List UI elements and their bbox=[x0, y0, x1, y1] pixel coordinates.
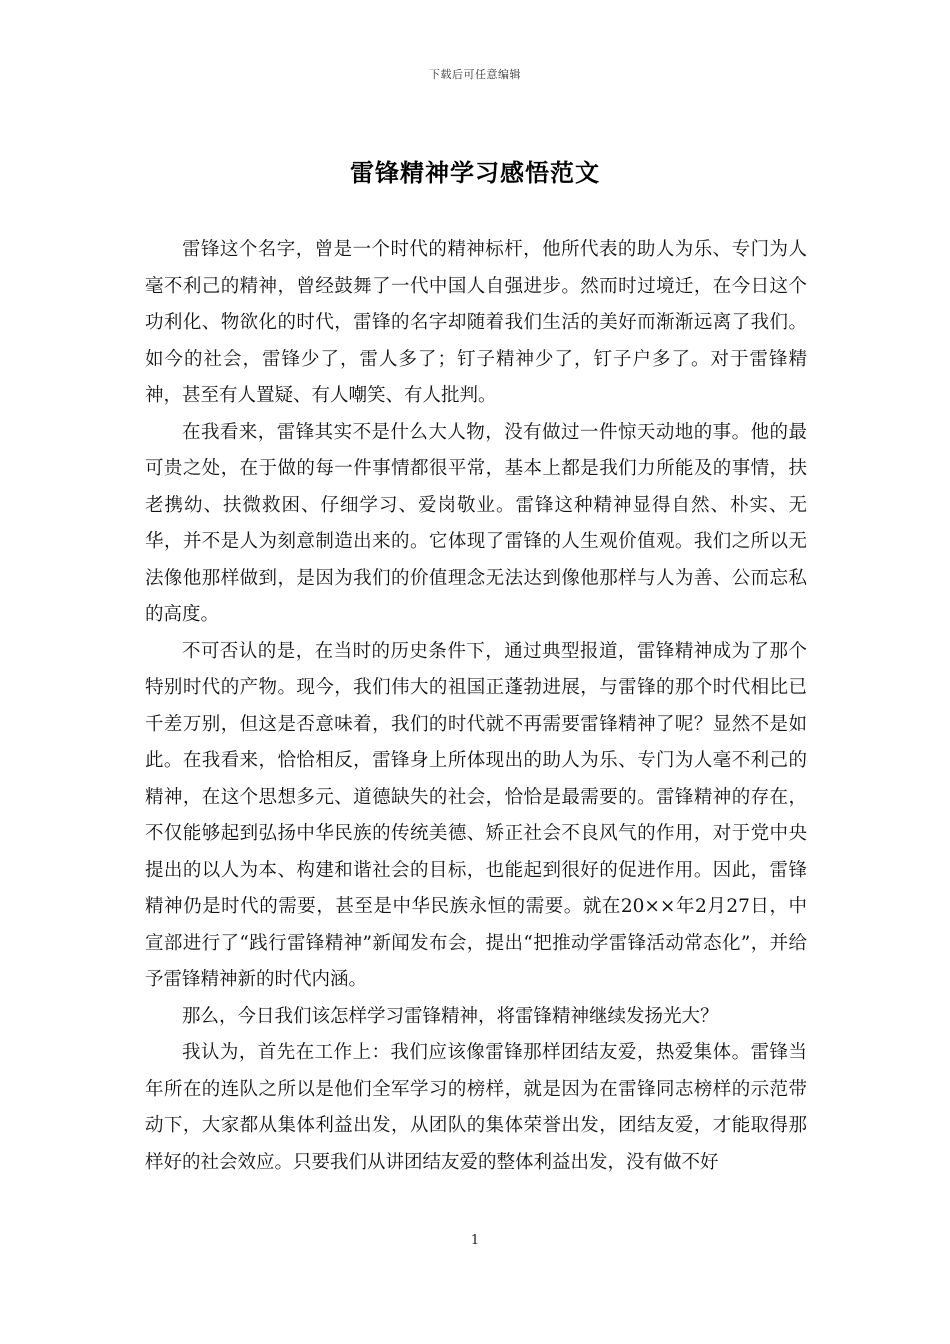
paragraph-4: 那么，今日我们该怎样学习雷锋精神，将雷锋精神继续发扬光大？ bbox=[182, 1005, 719, 1027]
paragraph-3: 不可否认的是，在当时的历史条件下，通过典型报道，雷锋精神成为了那个特别时代的产物。现今，我们伟大的祖国正蓬勃进展，与雷锋的那个时代相比已千差万别，但这是否意味着，我们的时代就不再需要雷锋精神了呢？显然不是如此。在我看来，恰恰相反，雷锋身上所体现出的助人为乐、专门为人毫不利己的精神，在这个思想多元、道德缺失的社会，恰恰是最需要的。雷锋精神的存在，不仅能够起到弘扬中华民族的传统美德、矫正社会不良风气的作用，对于党中央提出的以人为本、构建和谐社会的目标，也能起到很好的促进作用。因此，雷锋精神仍是时代的需要，甚至是中华民族永恒的需要。就在20××年2月27日，中宣部进行了“践行雷锋精神”新闻发布会，提出“把推动学雷锋活动常态化”，并给予雷锋精神新的时代内涵。 bbox=[145, 640, 807, 990]
paragraph-2: 在我看来，雷锋其实不是什么大人物，没有做过一件惊天动地的事。他的最可贵之处，在于做的每一件事情都很平常，基本上都是我们力所能及的事情，扶老携幼、扶微救困、仔细学习、爱岗敬业。雷锋这种精神显得自然、朴实、无华，并不是人为刻意制造出来的。它体现了雷锋的人生观价值观。我们之所以无法像他那样做到，是因为我们的价值理念无法达到像他那样与人为善、公而忘私的高度。 bbox=[145, 421, 807, 625]
page-number: 1 bbox=[470, 1233, 480, 1248]
document-body bbox=[145, 232, 807, 1181]
paragraph-5: 我认为，首先在工作上：我们应该像雷锋那样团结友爱，热爱集体。雷锋当年所在的连队之所以是他们全军学习的榜样，就是因为在雷锋同志榜样的示范带动下，大家都从集体利益出发，从团队的集体荣誉出发，团结友爱，才能取得那样好的社会效应。只要我们从讲团结友爱的整体利益出发，没有做不好 bbox=[145, 1042, 807, 1173]
header-note: 下载后可任意编辑 bbox=[429, 68, 521, 81]
document-title: 雷锋精神学习感悟范文 bbox=[350, 158, 600, 187]
paragraph-1: 雷锋这个名字，曾是一个时代的精神标杆，他所代表的助人为乐、专门为人毫不利己的精神，曾经鼓舞了一代中国人自强进步。然而时过境迁，在今日这个功利化、物欲化的时代，雷锋的名字却随着我们生活的美好而渐渐远离了我们。如今的社会，雷锋少了，雷人多了；钉子精神少了，钉子户多了。对于雷锋精神，甚至有人置疑、有人嘲笑、有人批判。 bbox=[145, 239, 807, 406]
